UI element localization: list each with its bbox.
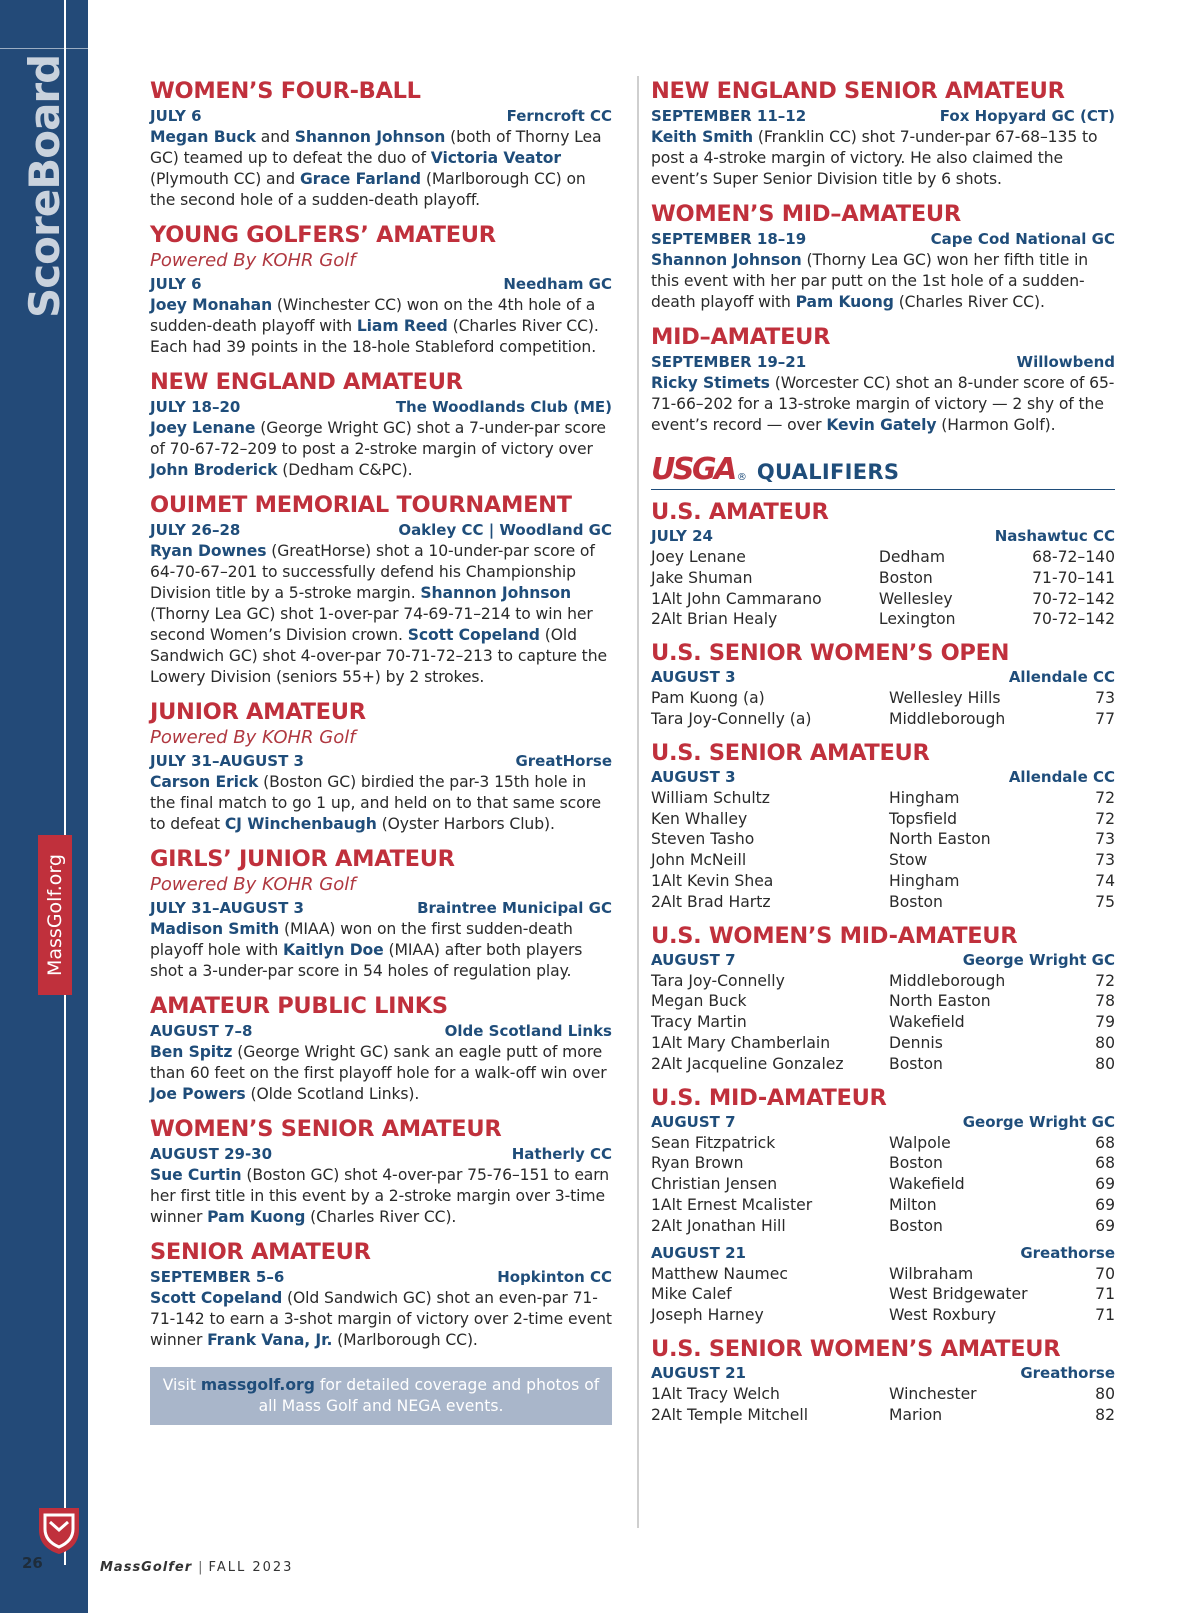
summary-text: (MIAA) won on the first sudden-death playoff hole with (150, 920, 573, 959)
qualifier-player: Joseph Harney (651, 1306, 764, 1325)
qualifier-hometown: Hingham (889, 788, 960, 807)
qualifier-row (651, 991, 1115, 1012)
event-summary (651, 250, 1115, 313)
player-name: Grace Farland (299, 170, 421, 188)
summary-text: (George Wright GC) shot a 7-under-par score of 70-67-72–209 to post a 2-stroke margin of victory over (150, 419, 606, 458)
qualifier-score: 70-72–142 (1032, 610, 1115, 629)
summary-text: (Old Sandwich GC) shot 4-over-par 70-71-72–213 to capture the Lowery Division (seniors 55+) by 2 strokes. (150, 626, 607, 686)
summary-text: (MIAA) after both players shot a 3-under-par score in 54 holes of regulation play. (150, 941, 583, 980)
player-name: CJ Winchenbaugh (224, 815, 377, 833)
summary-text: (Old Sandwich GC) shot an even-par 71-71-142 to earn a 3-shot margin of victory over 2-time event winner (150, 1289, 612, 1349)
qualifier-hometown: North Easton (889, 992, 991, 1011)
qualifier-score: 73 (1095, 689, 1115, 708)
qualifier-date: AUGUST 7 (651, 1112, 736, 1131)
footer-separator: | (198, 1560, 203, 1575)
event-summary (150, 418, 612, 481)
qualifier-hometown: West Bridgewater (889, 1285, 1028, 1304)
event-summary (651, 127, 1115, 190)
event-date: SEPTEMBER 18–19 (651, 230, 807, 248)
qualifier-hometown: Milton (889, 1195, 937, 1214)
qualifier-hometown: Boston (878, 568, 933, 587)
qualifier-score: 71-70–141 (1032, 568, 1115, 587)
qualifier-hometown: Middleborough (889, 971, 1006, 990)
qualifier-venue: Allendale CC (1008, 767, 1115, 786)
qualifier-score: 70-72–142 (1032, 589, 1115, 608)
qualifier-hometown: Boston (889, 1216, 943, 1235)
player-name: Liam Reed (356, 317, 448, 335)
event-summary (150, 541, 612, 688)
summary-text: (Franklin CC) shot 7-under-par 67-68–135 to post a 4-stroke margin of victory. He also claimed the event’s Super Senior Division title by 6 shots. (651, 128, 1098, 188)
qualifier-row (651, 1033, 1115, 1054)
event-sponsor: Powered By KOHR Golf (150, 250, 356, 271)
qualifier-player: Megan Buck (651, 992, 747, 1011)
event-summary (651, 373, 1115, 436)
qualifier-player: Christian Jensen (651, 1175, 778, 1194)
player-name: Shannon Johnson (294, 128, 446, 146)
event-date: JULY 31–AUGUST 3 (150, 899, 304, 917)
summary-text: (Oyster Harbors Club). (376, 815, 555, 833)
event-date: JULY 6 (150, 275, 202, 293)
sidebar-rule (0, 48, 88, 49)
qualifier-hometown: Lexington (878, 610, 956, 629)
qualifier-score: 73 (1095, 851, 1115, 870)
qualifier-row (651, 1012, 1115, 1033)
qualifier-score: 77 (1095, 709, 1115, 728)
event-summary (150, 295, 612, 358)
qualifier-date: AUGUST 3 (651, 668, 736, 687)
qualifier-row (651, 788, 1115, 809)
qualifier-row (651, 1195, 1115, 1216)
summary-text: (Plymouth CC) and (150, 170, 300, 188)
player-name: Scott Copeland (407, 626, 540, 644)
qualifier-meta (651, 767, 1115, 788)
player-name: Scott Copeland (150, 1289, 283, 1307)
event-meta (150, 1266, 612, 1288)
event-venue: Willowbend (1016, 353, 1115, 371)
summary-text: (both of Thorny Lea GC) teamed up to defeat the duo of (150, 128, 602, 167)
qualifier-hometown: Dennis (889, 1033, 943, 1052)
player-name: Victoria Veator (430, 149, 562, 167)
qualifier-row (651, 829, 1115, 850)
qualifier-hometown: Wakefield (889, 1175, 965, 1194)
website-tag[interactable]: MassGolf.org (38, 835, 72, 995)
visit-callout (150, 1367, 612, 1425)
qualifier-row (651, 1216, 1115, 1237)
qualifier-row (651, 589, 1115, 610)
event-block (150, 78, 612, 211)
footer (100, 1560, 293, 1575)
player-name: Pam Kuong (207, 1208, 306, 1226)
summary-text: (Winchester CC) won on the 4th hole of a sudden-death playoff with (150, 296, 596, 335)
qualifier-row (651, 1153, 1115, 1174)
usga-logo: USGA (651, 452, 735, 487)
player-name: Sue Curtin (150, 1166, 242, 1184)
event-meta (150, 1143, 612, 1165)
qualifier-row (651, 971, 1115, 992)
summary-text: (Boston GC) birdied the par-3 15th hole in the final match to go 1 up, and held on to that same score to defeat (150, 773, 602, 833)
event-summary (150, 1042, 612, 1105)
qualifier-date: AUGUST 21 (651, 1243, 746, 1262)
qualifier-score: 75 (1095, 892, 1115, 911)
summary-text: (Boston GC) shot 4-over-par 75-76–151 to earn her first title in this event by a 2-stroke margin over 3-time winner (150, 1166, 610, 1226)
qualifier-hometown: Walpole (889, 1133, 951, 1152)
qualifier-score: 80 (1095, 1033, 1115, 1052)
event-meta (150, 396, 612, 418)
event-meta (150, 1020, 612, 1042)
summary-text: (Worcester CC) shot an 8-under score of 65-71-66–202 for a 13-stroke margin of victory — 2 shy of the event’s record — over (651, 374, 1115, 434)
qualifier-row (651, 609, 1115, 630)
qualifier-player: Mike Calef (651, 1285, 732, 1304)
event-title: WOMEN’S FOUR-BALL (150, 78, 421, 104)
qualifier-hometown: Boston (889, 892, 943, 911)
usga-qualifiers-header (651, 450, 1115, 490)
event-venue: Cape Cod National GC (930, 230, 1115, 248)
player-name: Shannon Johnson (420, 584, 572, 602)
qualifier-row (651, 709, 1115, 730)
player-name: Pam Kuong (795, 293, 894, 311)
qualifier-block (651, 639, 1115, 730)
summary-text: (Harmon Golf). (936, 416, 1056, 434)
event-title: OUIMET MEMORIAL TOURNAMENT (150, 492, 572, 518)
summary-text: (Charles River CC). (305, 1208, 457, 1226)
qualifier-score: 70 (1095, 1264, 1115, 1283)
summary-text: (Olde Scotland Links). (245, 1085, 420, 1103)
qualifier-row (651, 1284, 1115, 1305)
qualifier-score: 69 (1095, 1195, 1115, 1214)
qualifier-hometown: Wakefield (889, 1013, 965, 1032)
event-date: JULY 31–AUGUST 3 (150, 752, 304, 770)
event-block (150, 993, 612, 1105)
qualifier-meta (651, 526, 1115, 547)
event-title: YOUNG GOLFERS’ AMATEUR (150, 222, 496, 248)
event-block (150, 699, 612, 835)
player-name: Joe Powers (150, 1085, 246, 1103)
visit-link[interactable]: massgolf.org (200, 1376, 315, 1394)
qualifier-score: 68 (1095, 1133, 1115, 1152)
event-summary (150, 1165, 612, 1228)
event-title: SENIOR AMATEUR (150, 1239, 371, 1265)
qualifier-block (651, 1335, 1115, 1426)
qualifier-score: 78 (1095, 992, 1115, 1011)
event-block (150, 1116, 612, 1228)
qualifier-player: Matthew Naumec (651, 1264, 788, 1283)
qualifier-score: 80 (1095, 1384, 1115, 1403)
qualifier-player: Jake Shuman (651, 568, 753, 587)
qualifier-hometown: Dedham (878, 548, 946, 566)
summary-text: (George Wright GC) sank an eagle putt of more than 60 feet on the first playoff hole for a walk-off win over (150, 1043, 607, 1082)
qualifier-hometown: Wilbraham (889, 1264, 974, 1283)
qualifier-row (651, 1305, 1115, 1326)
event-sponsor: Powered By KOHR Golf (150, 874, 356, 895)
qualifier-venue: Allendale CC (1008, 668, 1115, 687)
qualifier-hometown: Boston (889, 1054, 943, 1073)
event-title: JUNIOR AMATEUR (150, 699, 366, 725)
event-date: SEPTEMBER 5–6 (150, 1268, 285, 1286)
event-venue: The Woodlands Club (ME) (395, 398, 612, 416)
qualifier-score: 69 (1095, 1216, 1115, 1235)
qualifier-hometown: Winchester (889, 1384, 977, 1403)
qualifier-player: Steven Tasho (651, 830, 755, 849)
summary-text: (Charles River CC). Each had 39 points in the 18-hole Stableford competition. (150, 317, 599, 356)
qualifier-player: Tara Joy-Connelly (651, 971, 785, 990)
player-name: Joey Lenane (150, 419, 256, 437)
summary-text: and (255, 128, 295, 146)
event-block (651, 324, 1115, 436)
qualifier-row (651, 850, 1115, 871)
qualifier-title: U.S. MID-AMATEUR (651, 1084, 887, 1111)
player-name: Frank Vana, Jr. (207, 1331, 333, 1349)
summary-text: (Marlborough CC). (332, 1331, 478, 1349)
qualifiers-label: QUALIFIERS (756, 460, 900, 484)
qualifier-player: Tara Joy-Connelly (a) (651, 709, 812, 728)
summary-text: (Thorny Lea GC) shot 1-over-par 74-69-71–214 to win her second Women’s Division crown. (150, 605, 593, 644)
qualifier-player: William Schultz (651, 788, 770, 807)
event-block (150, 222, 612, 358)
event-venue: Ferncroft CC (506, 107, 612, 125)
summary-text: (Dedham C&PC). (277, 461, 413, 479)
event-venue: Hatherly CC (511, 1145, 612, 1163)
event-venue: Braintree Municipal GC (417, 899, 612, 917)
player-name: John Broderick (150, 461, 278, 479)
qualifier-player: 2Alt Jacqueline Gonzalez (651, 1054, 844, 1073)
qualifier-row (651, 688, 1115, 709)
qualifier-hometown: Wellesley Hills (889, 689, 1001, 708)
qualifier-score: 69 (1095, 1175, 1115, 1194)
qualifier-score: 71 (1095, 1285, 1115, 1304)
event-sponsor: Powered By KOHR Golf (150, 727, 356, 748)
sidebar (0, 0, 88, 1613)
massgolf-shield-icon (36, 1504, 82, 1556)
qualifier-player: 2Alt Temple Mitchell (651, 1405, 809, 1424)
event-date: SEPTEMBER 11–12 (651, 107, 807, 125)
qualifier-title: U.S. SENIOR WOMEN’S OPEN (651, 640, 1010, 667)
qualifier-player: Ryan Brown (651, 1154, 744, 1173)
qualifier-hometown: Topsfield (889, 809, 958, 828)
event-venue: Oakley CC | Woodland GC (398, 521, 612, 539)
qualifier-block (651, 922, 1115, 1075)
qualifier-player: Tracy Martin (651, 1013, 747, 1032)
event-meta (150, 519, 612, 541)
right-column (651, 78, 1115, 1435)
qualifier-date: JULY 24 (651, 527, 713, 545)
qualifier-hometown: Marion (889, 1405, 943, 1424)
event-venue: Hopkinton CC (497, 1268, 612, 1286)
qualifier-venue: George Wright GC (962, 1112, 1115, 1131)
qualifier-block (651, 498, 1115, 630)
qualifier-hometown: Middleborough (889, 709, 1006, 728)
qualifier-player: 2Alt Brian Healy (651, 610, 778, 629)
event-meta (150, 105, 612, 127)
summary-text: (GreatHorse) shot a 10-under-par score of 64-70-67–201 to successfully defend his Championship Division title by a 5-stroke margin. (150, 542, 595, 602)
qualifier-player: 1Alt Ernest Mcalister (651, 1195, 813, 1214)
qualifier-row (651, 1384, 1115, 1405)
qualifier-block (651, 739, 1115, 913)
player-name: Joey Monahan (150, 296, 273, 314)
qualifier-hometown: Boston (889, 1154, 943, 1173)
qualifier-score: 74 (1095, 871, 1115, 890)
qualifier-venue: Greathorse (1020, 1363, 1115, 1382)
summary-text: (Marlborough CC) on the second hole of a sudden-death playoff. (150, 170, 586, 209)
qualifier-score: 71 (1095, 1306, 1115, 1325)
player-name: Keith Smith (651, 128, 753, 146)
qualifier-row (651, 1133, 1115, 1154)
event-date: JULY 26–28 (150, 521, 241, 539)
event-title: WOMEN’S SENIOR AMATEUR (150, 1116, 502, 1142)
qualifier-row (651, 1174, 1115, 1195)
event-date: AUGUST 7–8 (150, 1022, 253, 1040)
qualifier-score: 68 (1095, 1154, 1115, 1173)
qualifier-row (651, 1054, 1115, 1075)
qualifier-row (651, 892, 1115, 913)
qualifier-player: Joey Lenane (651, 548, 746, 566)
event-title: GIRLS’ JUNIOR AMATEUR (150, 846, 455, 872)
qualifier-hometown: West Roxbury (889, 1306, 997, 1325)
qualifier-row (651, 1264, 1115, 1285)
event-date: AUGUST 29-30 (150, 1145, 273, 1163)
event-meta (150, 273, 612, 295)
registered-mark: ® (736, 472, 747, 483)
qualifier-title: U.S. SENIOR AMATEUR (651, 739, 930, 766)
qualifier-score: 68-72–140 (1032, 548, 1115, 566)
event-title: MID–AMATEUR (651, 324, 831, 350)
qualifier-date: AUGUST 21 (651, 1363, 746, 1382)
left-column (150, 78, 612, 1425)
qualifier-player: 1Alt John Cammarano (651, 589, 822, 608)
event-meta (651, 351, 1115, 373)
qualifier-score: 82 (1095, 1405, 1115, 1424)
event-venue: Olde Scotland Links (444, 1022, 612, 1040)
summary-text: (Charles River CC). (893, 293, 1045, 311)
player-name: Megan Buck (150, 128, 256, 146)
section-title: ScoreBoard (20, 54, 69, 318)
player-name: Kevin Gately (826, 416, 937, 434)
event-summary (150, 772, 612, 835)
qualifier-meta (651, 667, 1115, 688)
event-title: NEW ENGLAND AMATEUR (150, 369, 463, 395)
visit-prefix: Visit (162, 1376, 201, 1394)
qualifier-score: 73 (1095, 830, 1115, 849)
event-venue: Needham GC (503, 275, 612, 293)
qualifier-player: 1Alt Kevin Shea (651, 871, 774, 890)
qualifier-hometown: Stow (889, 851, 928, 870)
qualifier-score: 80 (1095, 1054, 1115, 1073)
qualifier-block (651, 1084, 1115, 1326)
event-block (651, 201, 1115, 313)
qualifier-hometown: Wellesley (878, 589, 953, 608)
event-summary (150, 127, 612, 211)
qualifier-meta (651, 950, 1115, 971)
player-name: Madison Smith (150, 920, 280, 938)
qualifier-player: Pam Kuong (a) (651, 689, 765, 708)
qualifier-player: Sean Fitzpatrick (651, 1133, 776, 1152)
qualifier-date: AUGUST 7 (651, 950, 736, 969)
visit-suffix: for detailed coverage and photos of all Mass Golf and NEGA events. (258, 1376, 600, 1415)
qualifier-score: 79 (1095, 1013, 1115, 1032)
player-name: Ricky Stimets (651, 374, 770, 392)
event-block (651, 78, 1115, 190)
event-block (150, 1239, 612, 1351)
event-summary (150, 919, 612, 982)
qualifier-title: U.S. SENIOR WOMEN’S AMATEUR (651, 1335, 1061, 1362)
event-meta (150, 750, 612, 772)
footer-brand: MassGolfer (100, 1560, 193, 1575)
qualifier-player: 2Alt Brad Hartz (651, 892, 771, 911)
event-summary (150, 1288, 612, 1351)
qualifier-meta (651, 1243, 1115, 1264)
player-name: Carson Erick (150, 773, 259, 791)
qualifier-row (651, 871, 1115, 892)
event-venue: Fox Hopyard GC (CT) (939, 107, 1115, 125)
footer-season: FALL 2023 (208, 1560, 294, 1575)
event-block (150, 369, 612, 481)
player-name: Kaitlyn Doe (283, 941, 384, 959)
qualifier-player: 1Alt Tracy Welch (651, 1384, 780, 1403)
event-title: WOMEN’S MID–AMATEUR (651, 201, 961, 227)
qualifier-venue: George Wright GC (962, 950, 1115, 969)
event-title: NEW ENGLAND SENIOR AMATEUR (651, 78, 1065, 104)
event-date: SEPTEMBER 19–21 (651, 353, 807, 371)
player-name: Shannon Johnson (651, 251, 802, 269)
qualifier-player: 2Alt Jonathan Hill (651, 1216, 786, 1235)
qualifier-hometown: Hingham (889, 871, 960, 890)
qualifier-venue: Greathorse (1020, 1243, 1115, 1262)
qualifier-row (651, 568, 1115, 589)
player-name: Ryan Downes (150, 542, 267, 560)
event-block (150, 846, 612, 982)
event-date: JULY 18–20 (150, 398, 241, 416)
qualifier-meta (651, 1363, 1115, 1384)
event-venue: GreatHorse (515, 752, 612, 770)
qualifier-title: U.S. AMATEUR (651, 499, 829, 525)
qualifier-row (651, 809, 1115, 830)
qualifier-date: AUGUST 3 (651, 767, 736, 786)
column-divider (637, 76, 639, 1528)
qualifier-row (651, 1405, 1115, 1426)
event-meta (651, 105, 1115, 127)
qualifier-score: 72 (1095, 788, 1115, 807)
summary-text: (Thorny Lea GC) won her fifth title in this event with her par putt on the 1st hole of a sudden-death playoff with (651, 251, 1089, 311)
player-name: Ben Spitz (150, 1043, 233, 1061)
event-meta (150, 897, 612, 919)
qualifier-score: 72 (1095, 971, 1115, 990)
qualifier-venue: Nashawtuc CC (994, 527, 1115, 545)
qualifier-player: Ken Whalley (651, 809, 748, 828)
qualifier-row (651, 547, 1115, 568)
qualifier-title: U.S. WOMEN’S MID-AMATEUR (651, 922, 1018, 949)
qualifier-hometown: North Easton (889, 830, 991, 849)
event-title: AMATEUR PUBLIC LINKS (150, 993, 448, 1019)
qualifier-player: 1Alt Mary Chamberlain (651, 1033, 831, 1052)
qualifier-meta (651, 1112, 1115, 1133)
qualifier-player: John McNeill (651, 851, 747, 870)
event-block (150, 492, 612, 688)
event-date: JULY 6 (150, 107, 202, 125)
qualifier-score: 72 (1095, 809, 1115, 828)
event-meta (651, 228, 1115, 250)
page-number: 26 (22, 1554, 43, 1572)
